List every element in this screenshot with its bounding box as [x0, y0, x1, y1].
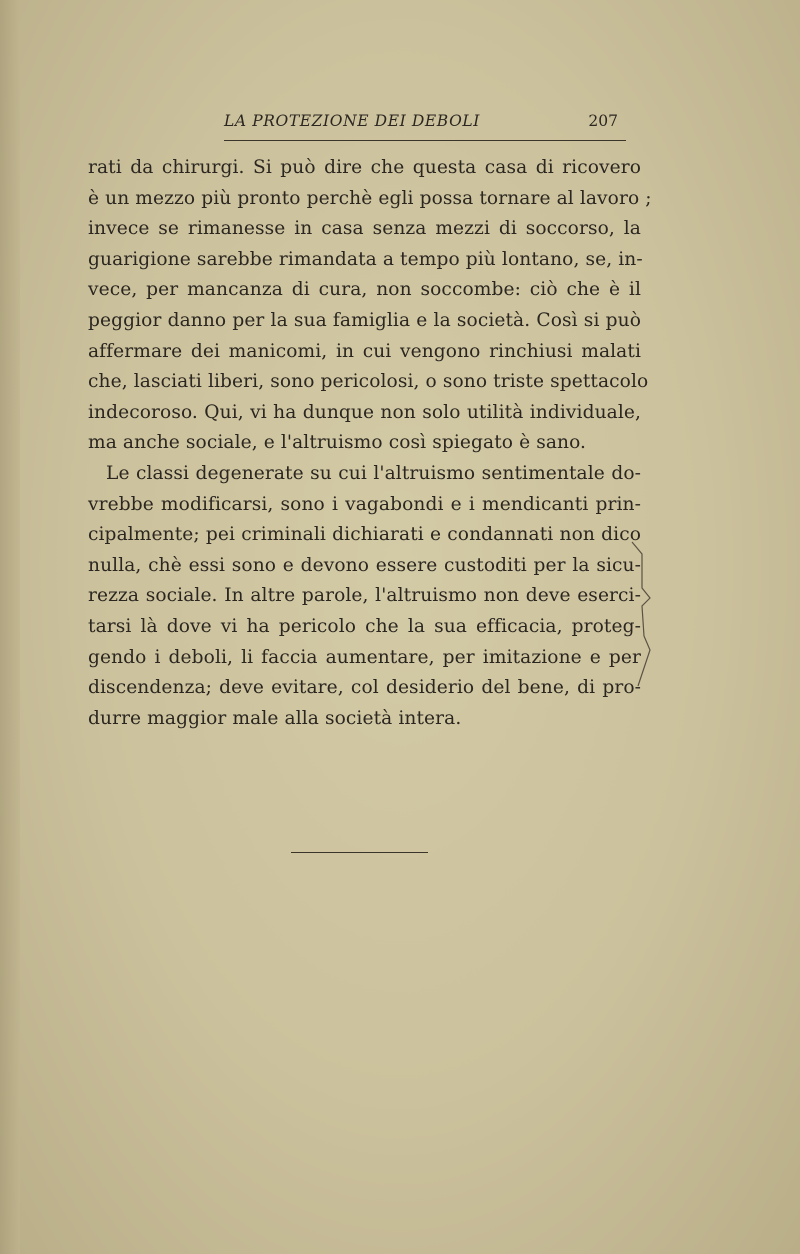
text-line: Le classi degenerate su cui l'altruismo sentimentale do- — [106, 462, 641, 484]
text-line: discendenza; deve evitare, col desiderio del bene, di pro- — [88, 677, 641, 699]
page-header — [220, 112, 618, 136]
text-line: ma anche sociale, e l'altruismo così spiegato è sano. — [88, 432, 587, 454]
text-line: gendo i deboli, li faccia aumentare, per imitazione e per — [88, 646, 641, 668]
end-rule — [291, 852, 428, 853]
page-spine-shadow — [0, 0, 20, 1254]
handwritten-bracket-mark — [628, 540, 660, 690]
text-line: indecoroso. Qui, vi ha dunque non solo utilità individuale, — [88, 401, 641, 423]
text-line: rezza sociale. In altre parole, l'altruismo non deve eserci- — [88, 585, 641, 607]
text-line: vrebbe modificarsi, sono i vagabondi e i mendicanti prin- — [88, 493, 641, 515]
text-line: nulla, chè essi sono e devono essere custoditi per la sicu- — [88, 554, 641, 576]
body-text — [88, 153, 652, 734]
text-line: affermare dei manicomi, in cui vengono rinchiusi malati — [88, 340, 641, 362]
running-title: LA PROTEZIONE DEI DEBOLI — [224, 112, 481, 130]
text-line: che, lasciati liberi, sono pericolosi, o sono triste spettacolo — [88, 371, 649, 393]
header-rule — [224, 140, 626, 141]
text-line: guarigione sarebbe rimandata a tempo più lontano, se, in- — [88, 248, 643, 270]
text-line: vece, per mancanza di cura, non soccombe: ciò che è il — [88, 279, 641, 301]
text-line: durre maggior male alla società intera. — [88, 707, 462, 729]
text-line: è un mezzo più pronto perchè egli possa tornare al lavoro ; — [88, 187, 652, 209]
text-line: invece se rimanesse in casa senza mezzi di soccorso, la — [88, 218, 641, 240]
text-line: tarsi là dove vi ha pericolo che la sua efficacia, proteg- — [88, 615, 641, 637]
text-line: peggior danno per la sua famiglia e la società. Così si può — [88, 309, 641, 331]
text-line: rati da chirurgi. Si può dire che questa casa di ricovero — [88, 157, 641, 178]
text-line: cipalmente; pei criminali dichiarati e condannati non dico — [88, 524, 641, 546]
page-number: 207 — [588, 112, 618, 130]
